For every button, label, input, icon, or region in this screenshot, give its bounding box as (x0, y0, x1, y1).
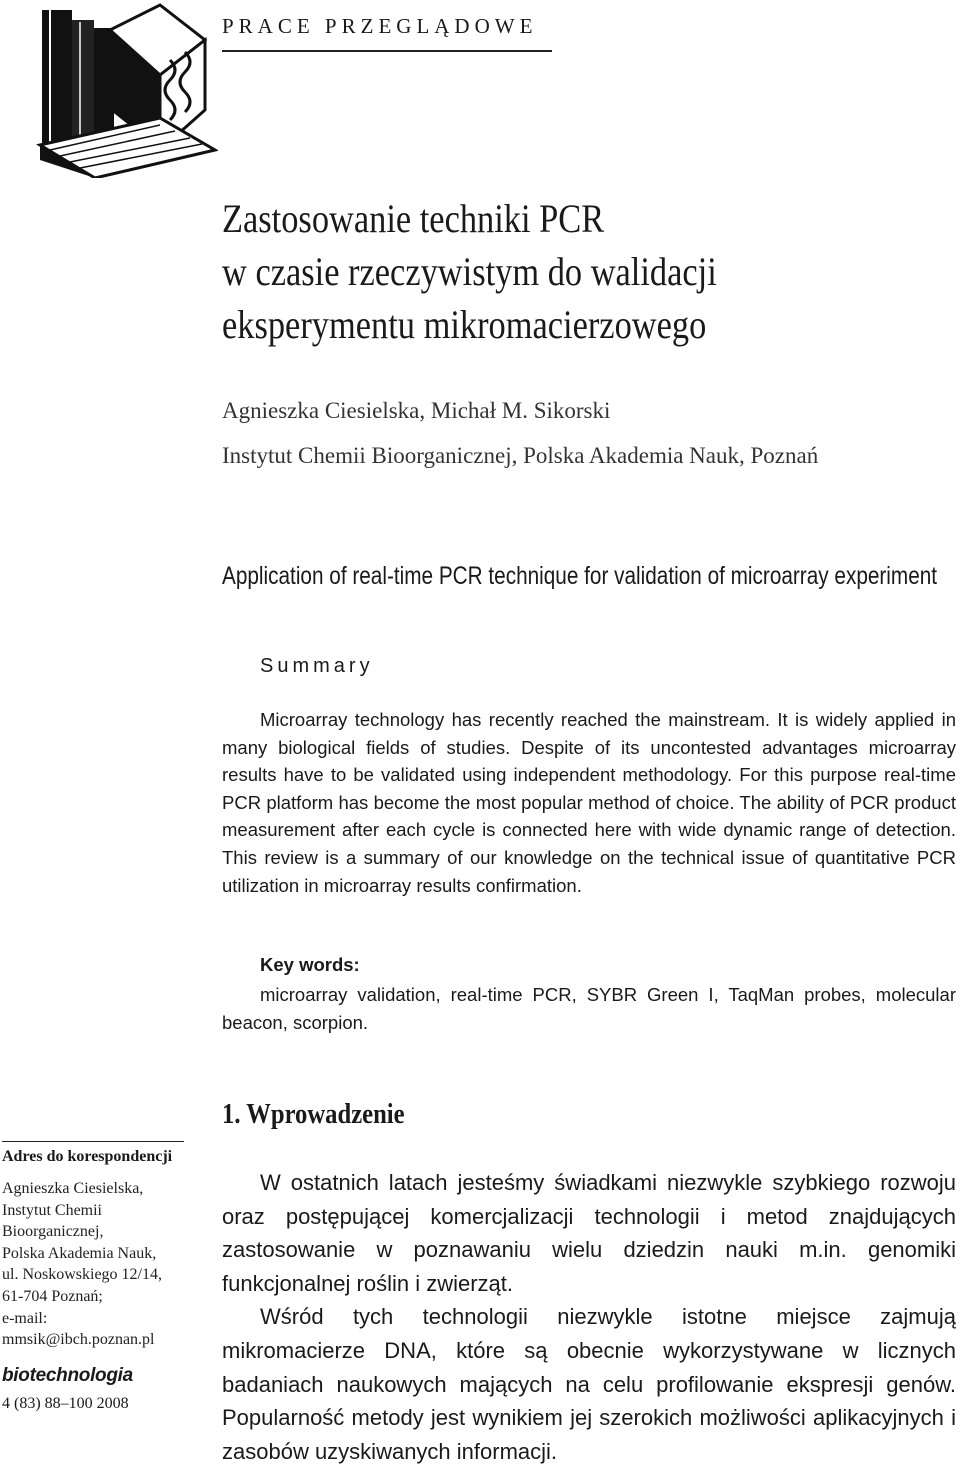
keywords-text: microarray validation, real-time PCR, SYBR Green I, TaqMan probes, molecular beacon, scorpion. (222, 984, 956, 1033)
authors: Agnieszka Ciesielska, Michał M. Sikorski (222, 398, 611, 423)
email-address[interactable]: mmsik@ibch.poznan.pl (2, 1331, 155, 1349)
paragraph: W ostatnich latach jesteśmy świadkami niezwykle szybkiego rozwoju oraz postępującej komercjalizacji technologii i metod znajdujących zastosowanie w poznawaniu wielu dziedzin nauki m.in. genomiki funkcjonalnej roślin i zwierząt. (222, 1170, 956, 1296)
affiliation: Instytut Chemii Bioorganicznej, Polska Akademia Nauk, Poznań (222, 443, 819, 468)
address-line: Polska Akademia Nauk, (2, 1244, 157, 1262)
journal-issue: 4 (83) 88–100 2008 (2, 1394, 129, 1412)
section-divider (222, 50, 552, 52)
article-title (222, 192, 841, 351)
title-line: eksperymentu mikromacierzowego (222, 302, 707, 347)
address-line: ul. Noskowskiego 12/14, (2, 1266, 162, 1284)
title-line: w czasie rzeczywistym do walidacji (222, 249, 717, 294)
section-label: PRACE PRZEGLĄDOWE (222, 14, 538, 38)
paragraph: Wśród tych technologii niezwykle istotne miejsce zajmują mikromacierze DNA, które są obecnie wykorzystywane w licznych badaniach naukowych mających na celu profilowanie ekspresji genów. Popularność metody jest wynikiem jej szerokich możliwości aplikacyjnych i zasobów uzyskiwanych informacji. (222, 1304, 956, 1464)
books-logo-icon (10, 0, 218, 178)
summary-heading: Summary (260, 655, 374, 677)
sidebar-divider (2, 1141, 184, 1142)
summary-text: Microarray technology has recently reached the mainstream. It is widely applied in many biological fields of studies. Despite of its uncontested advantages microarray results have to be validated using independent methodology. For this purpose real-time PCR platform has become the most popular method of choice. The ability of PCR product measurement after each cycle is connected here with wide dynamic range of detection. This review is a summary of our knowledge on the technical issue of quantitative PCR utilization in microarray results confirmation. (222, 709, 956, 896)
english-title: Application of real-time PCR technique for validation of microarray experiment (222, 562, 938, 590)
address-line: 61-704 Poznań; (2, 1287, 103, 1305)
address-line: e-mail: (2, 1309, 48, 1327)
address-line: Bioorganicznej, (2, 1223, 104, 1241)
address-line: Instytut Chemii (2, 1201, 102, 1219)
introduction-body (222, 1166, 956, 1468)
correspondence-sidebar (2, 1148, 207, 1413)
keywords-label: Key words: (260, 954, 360, 975)
title-line: Zastosowanie techniki PCR (222, 196, 605, 241)
address-line: Agnieszka Ciesielska, (2, 1180, 144, 1197)
journal-name: biotechnologia (2, 1364, 133, 1386)
correspondence-heading: Adres do korespondencji (2, 1148, 173, 1165)
section-heading-introduction: 1. Wprowadzenie (222, 1098, 405, 1130)
